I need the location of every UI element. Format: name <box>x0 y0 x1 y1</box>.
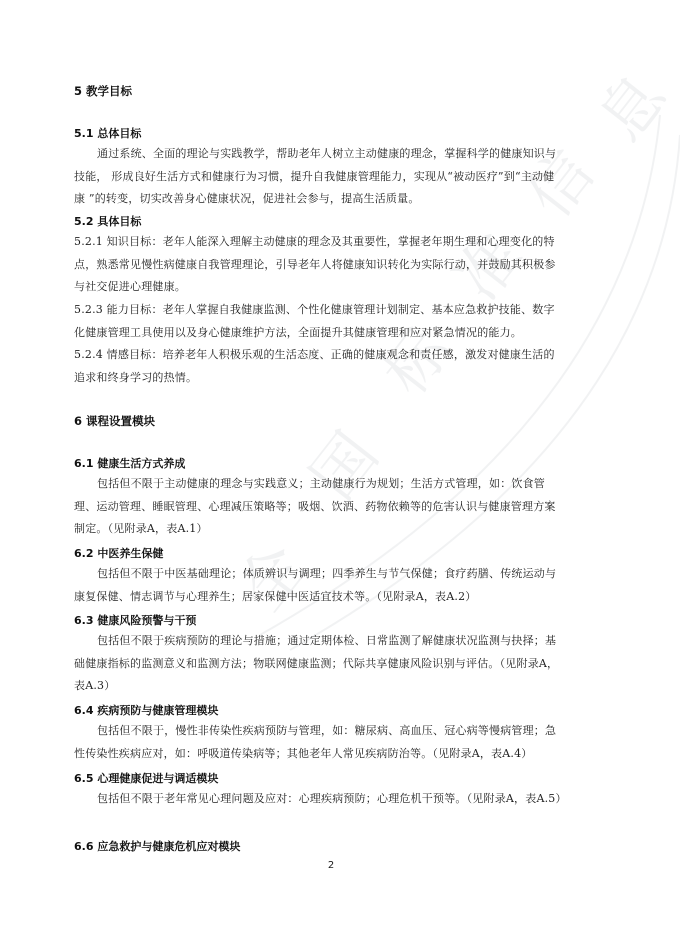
section-6-1-body: 包括但不限于主动健康的理念与实践意义；主动健康行为规划；生活方式管理，如：饮食管理、运动管理、睡眠管理、心理减压策略等；吸烟、饮酒、药物依赖等的危害认识与健康管理方案制定。（见附录A，表A.1） <box>74 477 556 535</box>
section-6-5-heading: 6.5 心理健康促进与调适模块 <box>74 772 219 785</box>
section-5-1-body: 通过系统、全面的理论与实践教学，帮助老年人树立主动健康的理念，掌握科学的健康知识与技能， 形成良好生活方式和健康行为习惯，提升自我健康管理能力，实现从“被动医疗”到“主动健康 ”的转变，切实改善身心健康状况，促进社会参与，提高生活质量。 <box>74 147 557 205</box>
watermark-char: 全 <box>224 530 321 625</box>
section-6-2-heading: 6.2 中医养生保健 <box>74 547 164 560</box>
section-5-1-heading: 5.1 总体目标 <box>74 127 142 140</box>
section-6-heading: 6 课程设置模块 <box>74 414 156 428</box>
section-6-2-body: 包括但不限于中医基础理论；体质辨识与调理；四季养生与节气保健；食疗药膳、传统运动与康复保健、情志调节与心理养生；居家保健中医适宜技术等。（见附录A，表A.2） <box>74 567 557 603</box>
section-5-2-heading: 5.2 具体目标 <box>74 215 142 228</box>
section-6-5-body: 包括但不限于老年常见心理问题及应对：心理疾病预防；心理危机干预等。（见附录A，表A.5） <box>97 792 567 805</box>
section-5-2-4-body: 5.2.4 情感目标：培养老年人积极乐观的生活态度、正确的健康观念和责任感，激发对健康生活的追求和终身学习的热情。 <box>74 348 555 384</box>
section-5-2-3-body: 5.2.3 能力目标：老年人掌握自我健康监测、个性化健康管理计划制定、基本应急救护技能、数字化健康管理工具使用以及身心健康维护方法，全面提升其健康管理和应对紧急情况的能力。 <box>74 303 555 339</box>
watermark-char: 国 <box>296 418 393 513</box>
section-6-4-body: 包括但不限于，慢性非传染性疾病预防与管理，如：糖尿病、高血压、冠心病等慢病管理；急性传染性疾病应对，如：呼吸道传染病等；其他老年人常见疾病防治等。（见附录A，表A.4） <box>74 724 557 760</box>
watermark-char: 标 <box>368 313 465 408</box>
watermark-char: 信 <box>512 136 609 231</box>
page-number: 2 <box>327 860 335 871</box>
section-6-4-heading: 6.4 疾病预防与健康管理模块 <box>74 704 219 717</box>
section-6-3-heading: 6.3 健康风险预警与干预 <box>74 614 197 627</box>
watermark-char: 准 <box>440 219 537 314</box>
section-6-6-heading: 6.6 应急救护与健康危机应对模块 <box>74 840 241 853</box>
watermark-char: 息 <box>584 60 680 155</box>
section-5-heading: 5 教学目标 <box>74 84 133 98</box>
section-5-2-1-body: 5.2.1 知识目标：老年人能深入理解主动健康的理念及其重要性，掌握老年期生理和心理变化的特点，熟悉常见慢性病健康自我管理理论，引导老年人将健康知识转化为实际行动，并鼓励其积极参与社交促进心理健康。 <box>74 235 556 293</box>
section-6-1-heading: 6.1 健康生活方式养成 <box>74 457 186 470</box>
section-6-3-body: 包括但不限于疾病预防的理论与措施；通过定期体检、日常监测了解健康状况监测与抉择；基础健康指标的监测意义和监测方法；物联网健康监测；代际共享健康风险识别与评估。（见附录A，表A.3） <box>74 634 559 692</box>
